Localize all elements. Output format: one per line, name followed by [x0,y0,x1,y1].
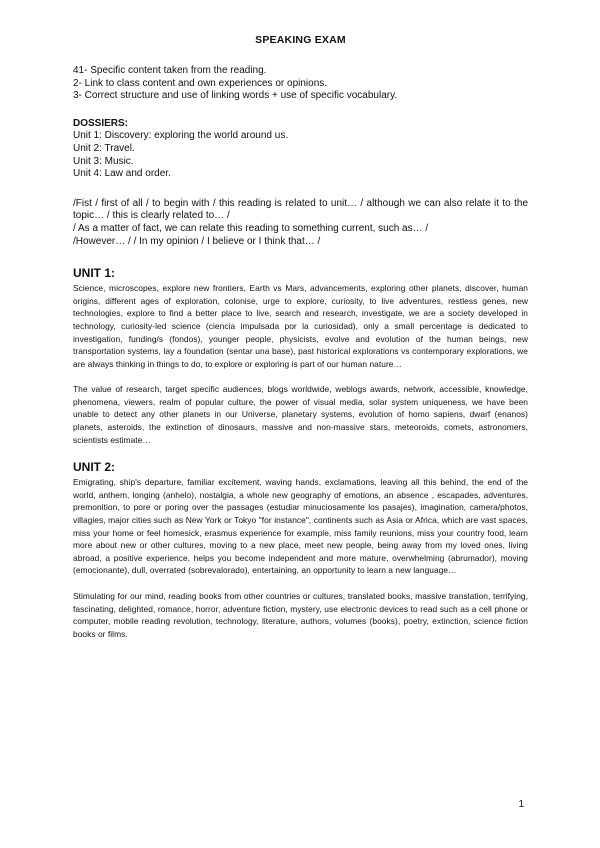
unit-heading: UNIT 2: [73,460,115,475]
unit-paragraph: Emigrating, ship's departure, familiar excitement, waving hands, exclamations, leaving all this behind, the end of the world, anthem, longing (anhelo), nostalgia, a whole new geography of emotions, an absence , escapades, adventures, premonition, to pore or poring over the passages (estudiar minuciosamente los pasajes), imagination, camera/photos, villagies, major cities such as New York or Tokyo "for instance", continents such as Asia or Africa, which are vast spaces, miss your home or feel homesick, erasmus experience for example, miss family reunions, miss your country food, learn more about new or other cultures, moving to a new place, meet new people, being away from my loved ones, living abroad, a positive experience, helps you become independent and more mature, overwhelming (abrumador), moving (emocionante), dull, overrated (sobrevalorado), entertaining, an opportunity to learn a new language… [73,477,528,576]
unit-1-section [73,266,528,446]
dossier-item: Unit 3: Music. [73,155,134,167]
unit-paragraph: Science, microscopes, explore new frontiers, Earth vs Mars, advancements, exploring other planets, discover, human origins, different ages of exploration, colonise, urge to explore, curiosity, to live adventures, restless genes, new technologies, explore to find a better place to live, search and research, investigate, we are a society developed in technology, curiosity-led science (ciencia impulsada por la curiosidad), only a small percentage is dedicated to investigation, funding/s (fondos), younger people, physicists, evolve and evolution of the human beings, new transportation systems, lay a foundation (sentar una base), past historical explorations vs contemporary explorations, we are always thinking in things to do, to explore or exploring is part of our human nature… [73,283,528,369]
unit-heading: UNIT 1: [73,266,115,281]
dossiers-heading: DOSSIERS: [73,117,129,129]
page-title: SPEAKING EXAM [255,34,346,46]
linking-words-line: / As a matter of fact, we can relate this reading to something current, such as… / [73,222,429,234]
criteria-item: 2- Link to class content and own experiences or opinions. [73,77,328,89]
linking-words-section [73,198,528,248]
unit-2-section [73,460,528,640]
criteria-list [73,65,528,103]
dossier-item: Unit 4: Law and order. [73,168,171,180]
criteria-item: 41- Specific content taken from the reading. [73,65,267,76]
page-number: 1 [518,799,524,810]
unit-paragraph: Stimulating for our mind, reading books from other countries or cultures, translated books, massive translation, terrifying, fascinating, delighted, romance, horror, adventure fiction, mystery, use electronic devices to read such as a cell phone or computer, mobile reading revolution, technology, literature, authors, volumes (books), poetry, extinction, science fiction books or films. [73,591,528,639]
linking-words-line: /Fist / first of all / to begin with / this reading is related to unit… / although we can also relate it to the topic… / this is clearly related to… / [73,197,528,222]
dossier-item: Unit 1: Discovery: exploring the world around us. [73,130,289,142]
linking-words-line: /However… / / In my opinion / I believe or I think that… / [73,235,321,247]
dossier-item: Unit 2: Travel. [73,142,135,154]
criteria-item: 3- Correct structure and use of linking words + use of specific vocabulary. [73,90,398,102]
unit-paragraph: The value of research, target specific audiences, blogs worldwide, weblogs awards, network, accessible, knowledge, phenomena, viewers, realm of popular culture, the power of visual media, solar system uniqueness, we have been unable to detect any other planets in our Universe, planetary systems, evolution of homo sapiens, dwarf (enanos) planets, asteroids, the extinction of dinosaurs, massive and non-massive stars, meteoroids, comets, astronomers, scientists estimate… [73,384,528,445]
dossiers-section [73,118,528,181]
